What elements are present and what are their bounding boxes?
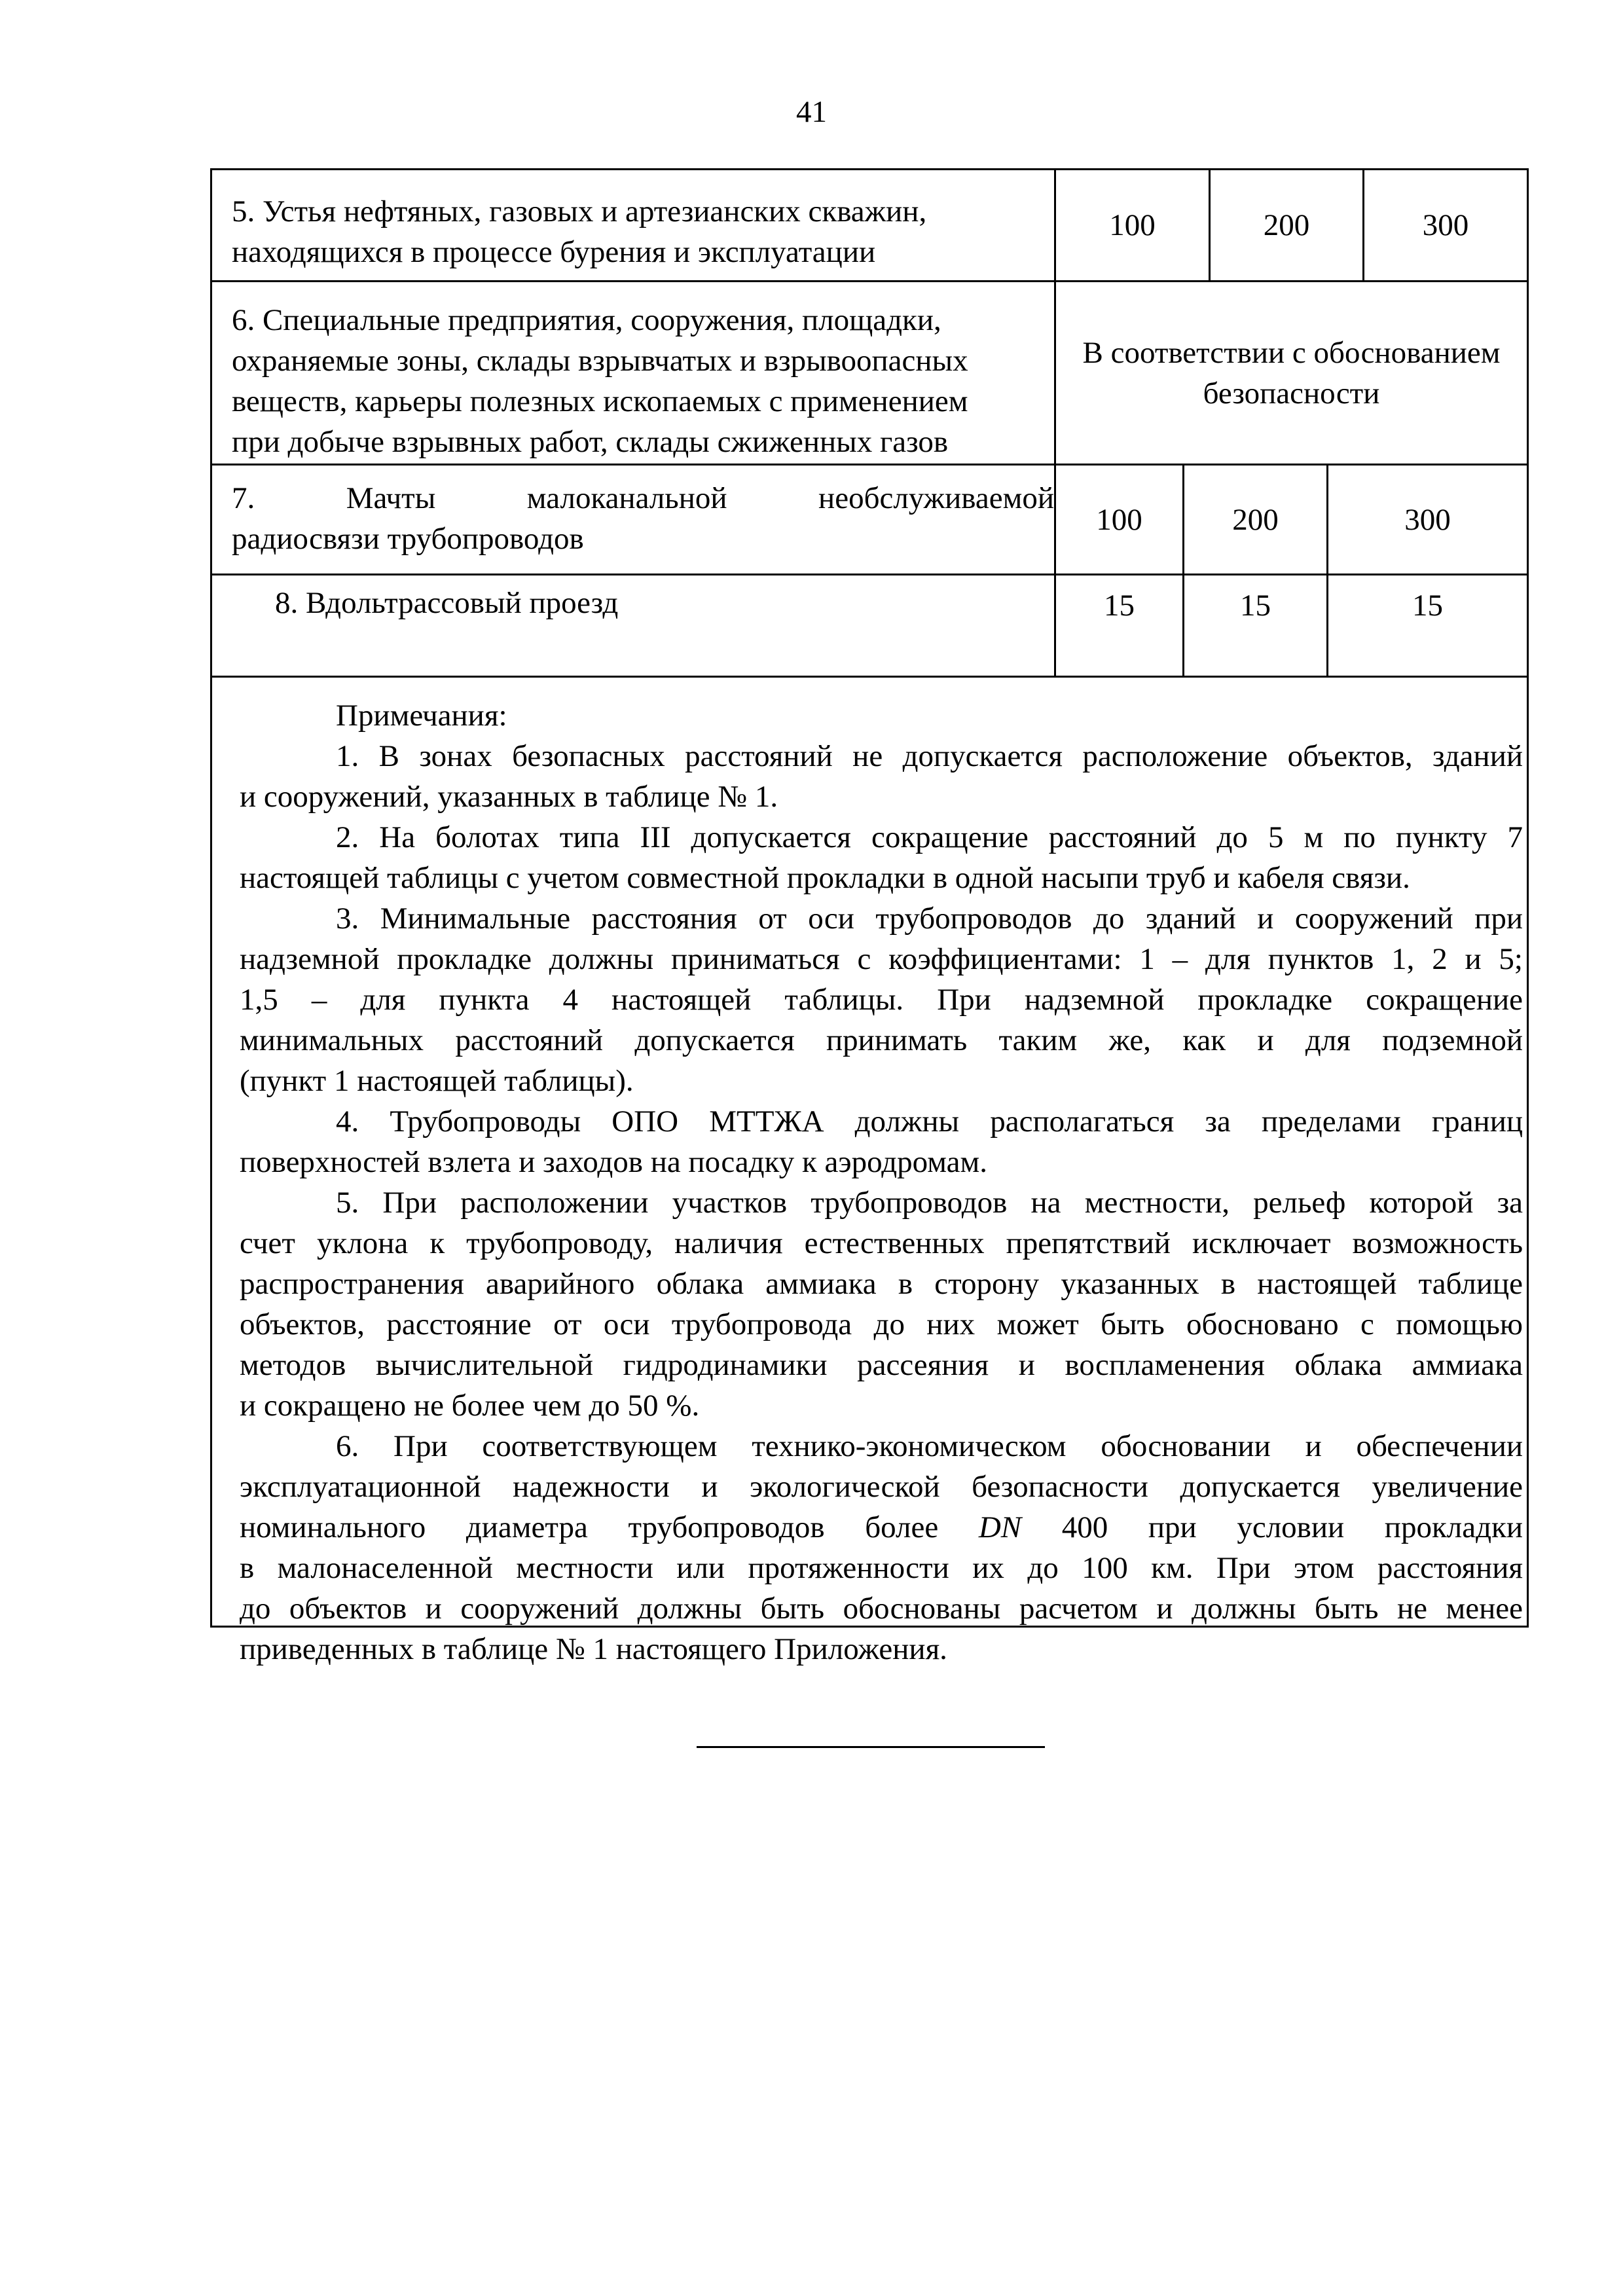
object-text-line: 6. Специальные предприятия, сооружения, площадки, bbox=[232, 303, 941, 337]
object-text-line: веществ, карьеры полезных ископаемых с применением bbox=[232, 384, 968, 418]
row-divider bbox=[212, 676, 1527, 678]
note-line: поверхностей взлета и заходов на посадку к аэродромам. bbox=[240, 1145, 988, 1179]
note-item bbox=[240, 1101, 1523, 1182]
page-number: 41 bbox=[796, 95, 827, 129]
note-item bbox=[240, 817, 1523, 898]
table-cell-value: 15 bbox=[1240, 589, 1271, 623]
distances-table bbox=[210, 168, 1529, 1666]
note-line: счет уклона к трубопроводу, наличия естественных препятствий исключает возможность bbox=[240, 1226, 1523, 1260]
merged-text-line: безопасности bbox=[1203, 376, 1380, 410]
note-line: объектов, расстояние от оси трубопровода до них может быть обосновано с помощью bbox=[240, 1307, 1523, 1341]
table-row-8-object bbox=[212, 583, 1054, 623]
note-line: минимальных расстояний допускается принимать таким же, как и для подземной bbox=[240, 1023, 1523, 1057]
table-cell-value: 300 bbox=[1422, 208, 1469, 242]
object-text-line: 8. Вдольтрассовый проезд bbox=[275, 586, 619, 620]
note-line: 4. Трубопроводы ОПО МТТЖА должны располагаться за пределами границ bbox=[336, 1104, 1523, 1139]
note-line: до объектов и сооружений должны быть обоснованы расчетом и должны быть не менее bbox=[240, 1592, 1523, 1626]
note-line: приведенных в таблице № 1 настоящего Приложения. bbox=[240, 1632, 947, 1666]
note-line: 6. При соответствующем технико-экономическом обосновании и обеспечении bbox=[336, 1429, 1523, 1463]
table-cell-merged bbox=[1056, 282, 1527, 464]
note-item bbox=[240, 1182, 1523, 1426]
notes-block bbox=[212, 681, 1527, 1669]
note-line: надземной прокладке должны приниматься с коэффициентами: 1 – для пунктов 1, 2 и 5; bbox=[240, 942, 1523, 976]
note-line: 1,5 – для пункта 4 настоящей таблицы. При надземной прокладке сокращение bbox=[240, 983, 1523, 1017]
note-line: 5. При расположении участков трубопроводов на местности, рельеф которой за bbox=[336, 1186, 1523, 1220]
note-line: 1. В зонах безопасных расстояний не допускается расположение объектов, зданий bbox=[336, 739, 1523, 773]
note-line: (пункт 1 настоящей таблицы). bbox=[240, 1064, 634, 1098]
table-cell-value: 100 bbox=[1096, 502, 1142, 537]
note-item bbox=[240, 898, 1523, 1101]
note-item bbox=[240, 1426, 1523, 1669]
object-text-line: 5. Устья нефтяных, газовых и артезианских скважин, bbox=[232, 194, 927, 228]
note-line: и сокращено не более чем до 50 %. bbox=[240, 1389, 700, 1423]
note-line: номинального диаметра трубопроводов более DN 400 при условии прокладки bbox=[240, 1510, 1523, 1544]
note-line: методов вычислительной гидродинамики рассеяния и воспламенения облака аммиака bbox=[240, 1348, 1523, 1382]
note-item bbox=[240, 736, 1523, 817]
end-rule bbox=[697, 1746, 1045, 1748]
notes-title: Примечания: bbox=[336, 699, 507, 733]
table-cell-value: 15 bbox=[1412, 589, 1443, 623]
note-line: настоящей таблицы с учетом совместной прокладки в одной насыпи труб и кабеля связи. bbox=[240, 861, 1410, 895]
table-cell-value: 300 bbox=[1404, 502, 1451, 537]
notes-list bbox=[240, 736, 1523, 1669]
table-row-7-object bbox=[212, 478, 1054, 559]
table-row-5-object bbox=[212, 191, 1054, 272]
object-text-line: охраняемые зоны, склады взрывчатых и взрывоопасных bbox=[232, 344, 968, 378]
object-text-line: 7. Мачты малоканальной необслуживаемой bbox=[232, 481, 1054, 515]
note-line: 2. На болотах типа III допускается сокращение расстояний до 5 м по пункту 7 bbox=[336, 820, 1523, 854]
object-text-line: при добыче взрывных работ, склады сжиженных газов bbox=[232, 425, 949, 459]
object-text-line: радиосвязи трубопроводов bbox=[232, 522, 584, 556]
object-text-line: находящихся в процессе бурения и эксплуатации bbox=[232, 235, 876, 269]
note-line: в малонаселенной местности или протяженности их до 100 км. При этом расстояния bbox=[240, 1551, 1523, 1585]
table-cell-value: 200 bbox=[1232, 502, 1279, 537]
table-row-6-object bbox=[212, 300, 1054, 462]
merged-text-line: В соответствии с обоснованием bbox=[1082, 335, 1501, 370]
note-line: эксплуатационной надежности и экологической безопасности допускается увеличение bbox=[240, 1470, 1523, 1504]
table-cell-value: 15 bbox=[1104, 589, 1135, 623]
table-cell-value: 200 bbox=[1263, 208, 1310, 242]
table-cell-value: 100 bbox=[1109, 208, 1156, 242]
note-line: 3. Минимальные расстояния от оси трубопроводов до зданий и сооружений при bbox=[336, 902, 1523, 936]
note-line: и сооружений, указанных в таблице № 1. bbox=[240, 780, 778, 814]
note-line: распространения аварийного облака аммиака в сторону указанных в настоящей таблице bbox=[240, 1267, 1523, 1301]
